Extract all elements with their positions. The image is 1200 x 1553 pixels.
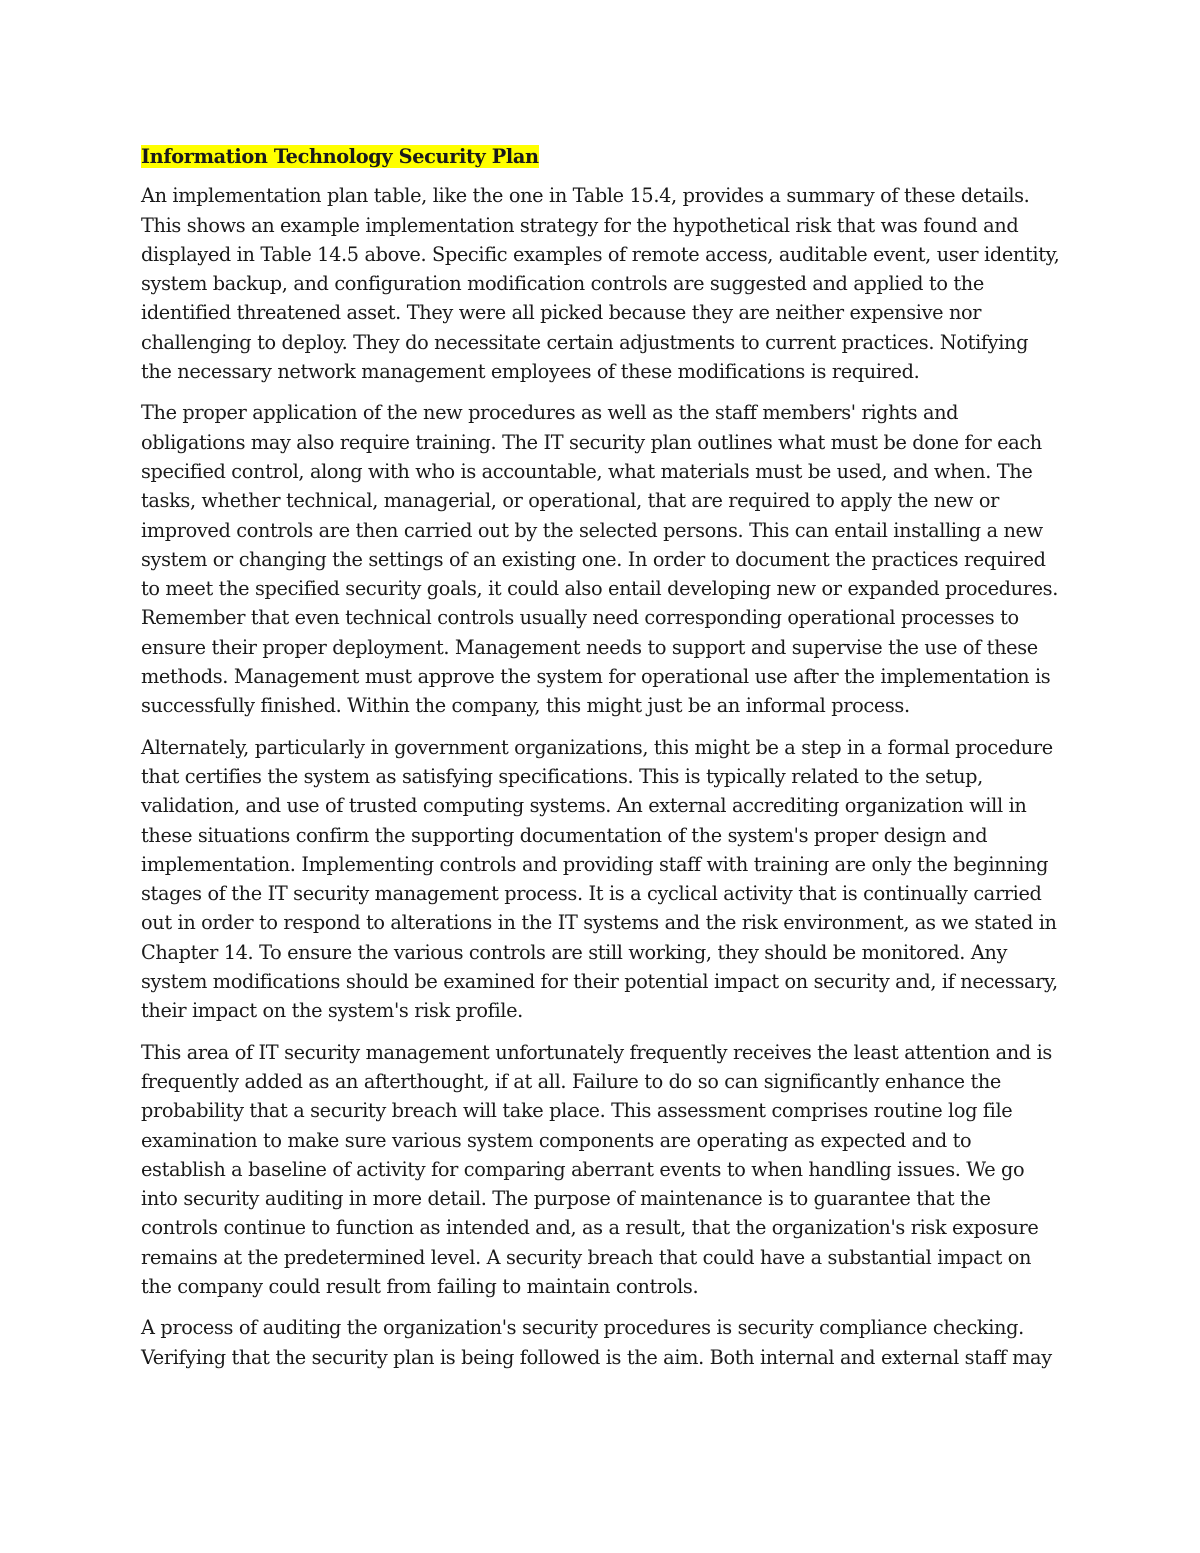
paragraph-4: This area of IT security management unfortunately frequently receives the least attention and is frequently added as an afterthought, if at all. Failure to do so can significantly enhance the probability that a security breach will take place. This assessment comprises routine log file examination to make sure various system components are operating as expected and to establish a baseline of activity for comparing aberrant events to when handling issues. We go into security auditing in more detail. The purpose of maintenance is to guarantee that the controls continue to function as intended and, as a result, that the organization's risk exposure remains at the predetermined level. A security breach that could have a substantial impact on the company could result from failing to maintain controls. [141, 1040, 1052, 1298]
document-title-text: Information Technology Security Plan [141, 145, 539, 168]
paragraph-1: An implementation plan table, like the one in Table 15.4, provides a summary of these details. This shows an example implementation strategy for the hypothetical risk that was found and displayed in Table 14.5 above. Specific examples of remote access, auditable event, user identity, system backup, and configuration modification controls are suggested and applied to the identified threatened asset. They were all picked because they are neither expensive nor challenging to deploy. They do necessitate certain adjustments to current practices. Notifying the necessary network management employees of these modifications is required. [141, 184, 1060, 384]
paragraph-2: The proper application of the new procedures as well as the staff members' rights and obligations may also require training. The IT security plan outlines what must be done for each specified control, along with who is accountable, what materials must be used, and when. The tasks, whether technical, managerial, or operational, that are required to apply the new or improved controls are then carried out by the selected persons. This can entail installing a new system or changing the settings of an existing one. In order to document the practices required to meet the specified security goals, it could also entail developing new or expanded procedures. Remember that even technical controls usually need corresponding operational processes to ensure their proper deployment. Management needs to support and supervise the use of these methods. Management must approve the system for operational use after the implementation is successfully finished. Within the company, this might just be an informal process. [141, 401, 1058, 718]
document-title [141, 142, 1061, 171]
paragraph-5: A process of auditing the organization's security procedures is security compliance checking. Verifying that the security plan is being followed is the aim. Both internal and external staff may [141, 1316, 1052, 1369]
paragraph-3: Alternately, particularly in government organizations, this might be a step in a formal procedure that certifies the system as satisfying specifications. This is typically related to the setup, validation, and use of trusted computing systems. An external accrediting organization will in these situations confirm the supporting documentation of the system's proper design and implementation. Implementing controls and providing staff with training are only the beginning stages of the IT security management process. It is a cyclical activity that is continually carried out in order to respond to alterations in the IT systems and the risk environment, as we stated in Chapter 14. To ensure the various controls are still working, they should be monitored. Any system modifications should be examined for their potential impact on security and, if necessary, their impact on the system's risk profile. [141, 735, 1058, 1023]
document-body [141, 142, 1061, 1384]
